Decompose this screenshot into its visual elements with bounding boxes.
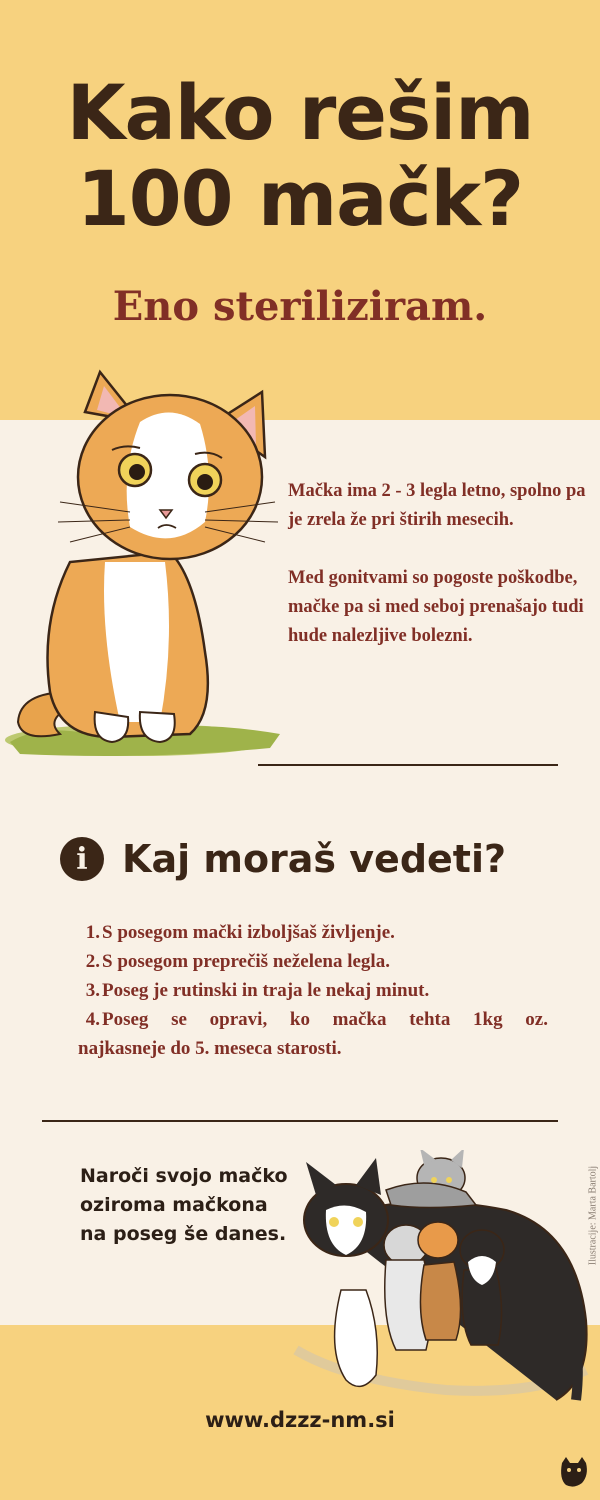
illustration-credit: Ilustracije: Marta Bartolj <box>587 1165 599 1266</box>
list-item-continuation <box>78 1034 548 1063</box>
list-item-text-wrap <box>102 1005 548 1034</box>
list-item <box>78 918 548 947</box>
list-item-text-cont: najkasneje do 5. meseca starosti. <box>78 1038 342 1059</box>
list-item-text: S posegom preprečiš neželena legla. <box>102 951 390 972</box>
list-item <box>78 1005 548 1034</box>
intro-paragraph-2: Med gonitvami so pogoste poškodbe, mačke pa si med seboj prenašajo tudi hude nalezljive bolezni. <box>288 568 584 646</box>
title-line-1: Kako rešim <box>66 68 534 157</box>
list-item-text: Poseg je rutinski in traja le nekaj minut. <box>102 980 430 1001</box>
website-url: www.dzzz-nm.si <box>205 1408 395 1432</box>
list-item <box>78 947 548 976</box>
list-item-number: 4. <box>85 1009 100 1030</box>
divider-2 <box>42 1120 558 1122</box>
know-heading <box>60 834 506 884</box>
list-item-number: 2. <box>85 951 100 972</box>
info-icon: i <box>60 837 104 881</box>
call-to-action: Naroči svojo mačko oziroma mačkona na poseg še danes. <box>80 1165 288 1245</box>
list-item-number: 3. <box>85 980 100 1001</box>
intro-text <box>288 477 588 680</box>
sad-kitten-illustration <box>0 362 290 762</box>
list-item-number: 1. <box>85 922 100 943</box>
list-item-text: S posegom mački izboljšaš življenje. <box>102 922 395 943</box>
page-title <box>0 70 600 242</box>
subtitle: Eno steriliziram. <box>112 283 488 330</box>
intro-paragraph-1: Mačka ima 2 - 3 legla letno, spolno pa je zrela že pri štirih mesecih. <box>288 481 586 530</box>
mother-cat-with-kittens-illustration <box>286 1150 600 1410</box>
cat-logo-icon <box>556 1455 590 1489</box>
facts-list <box>78 918 548 1063</box>
divider-1 <box>258 764 558 766</box>
list-item-text: Poseg se opravi, ko mačka tehta 1kg oz. <box>102 1009 548 1030</box>
know-title: Kaj moraš vedeti? <box>122 837 507 881</box>
list-item <box>78 976 548 1005</box>
title-line-2: 100 mačk? <box>76 154 524 243</box>
